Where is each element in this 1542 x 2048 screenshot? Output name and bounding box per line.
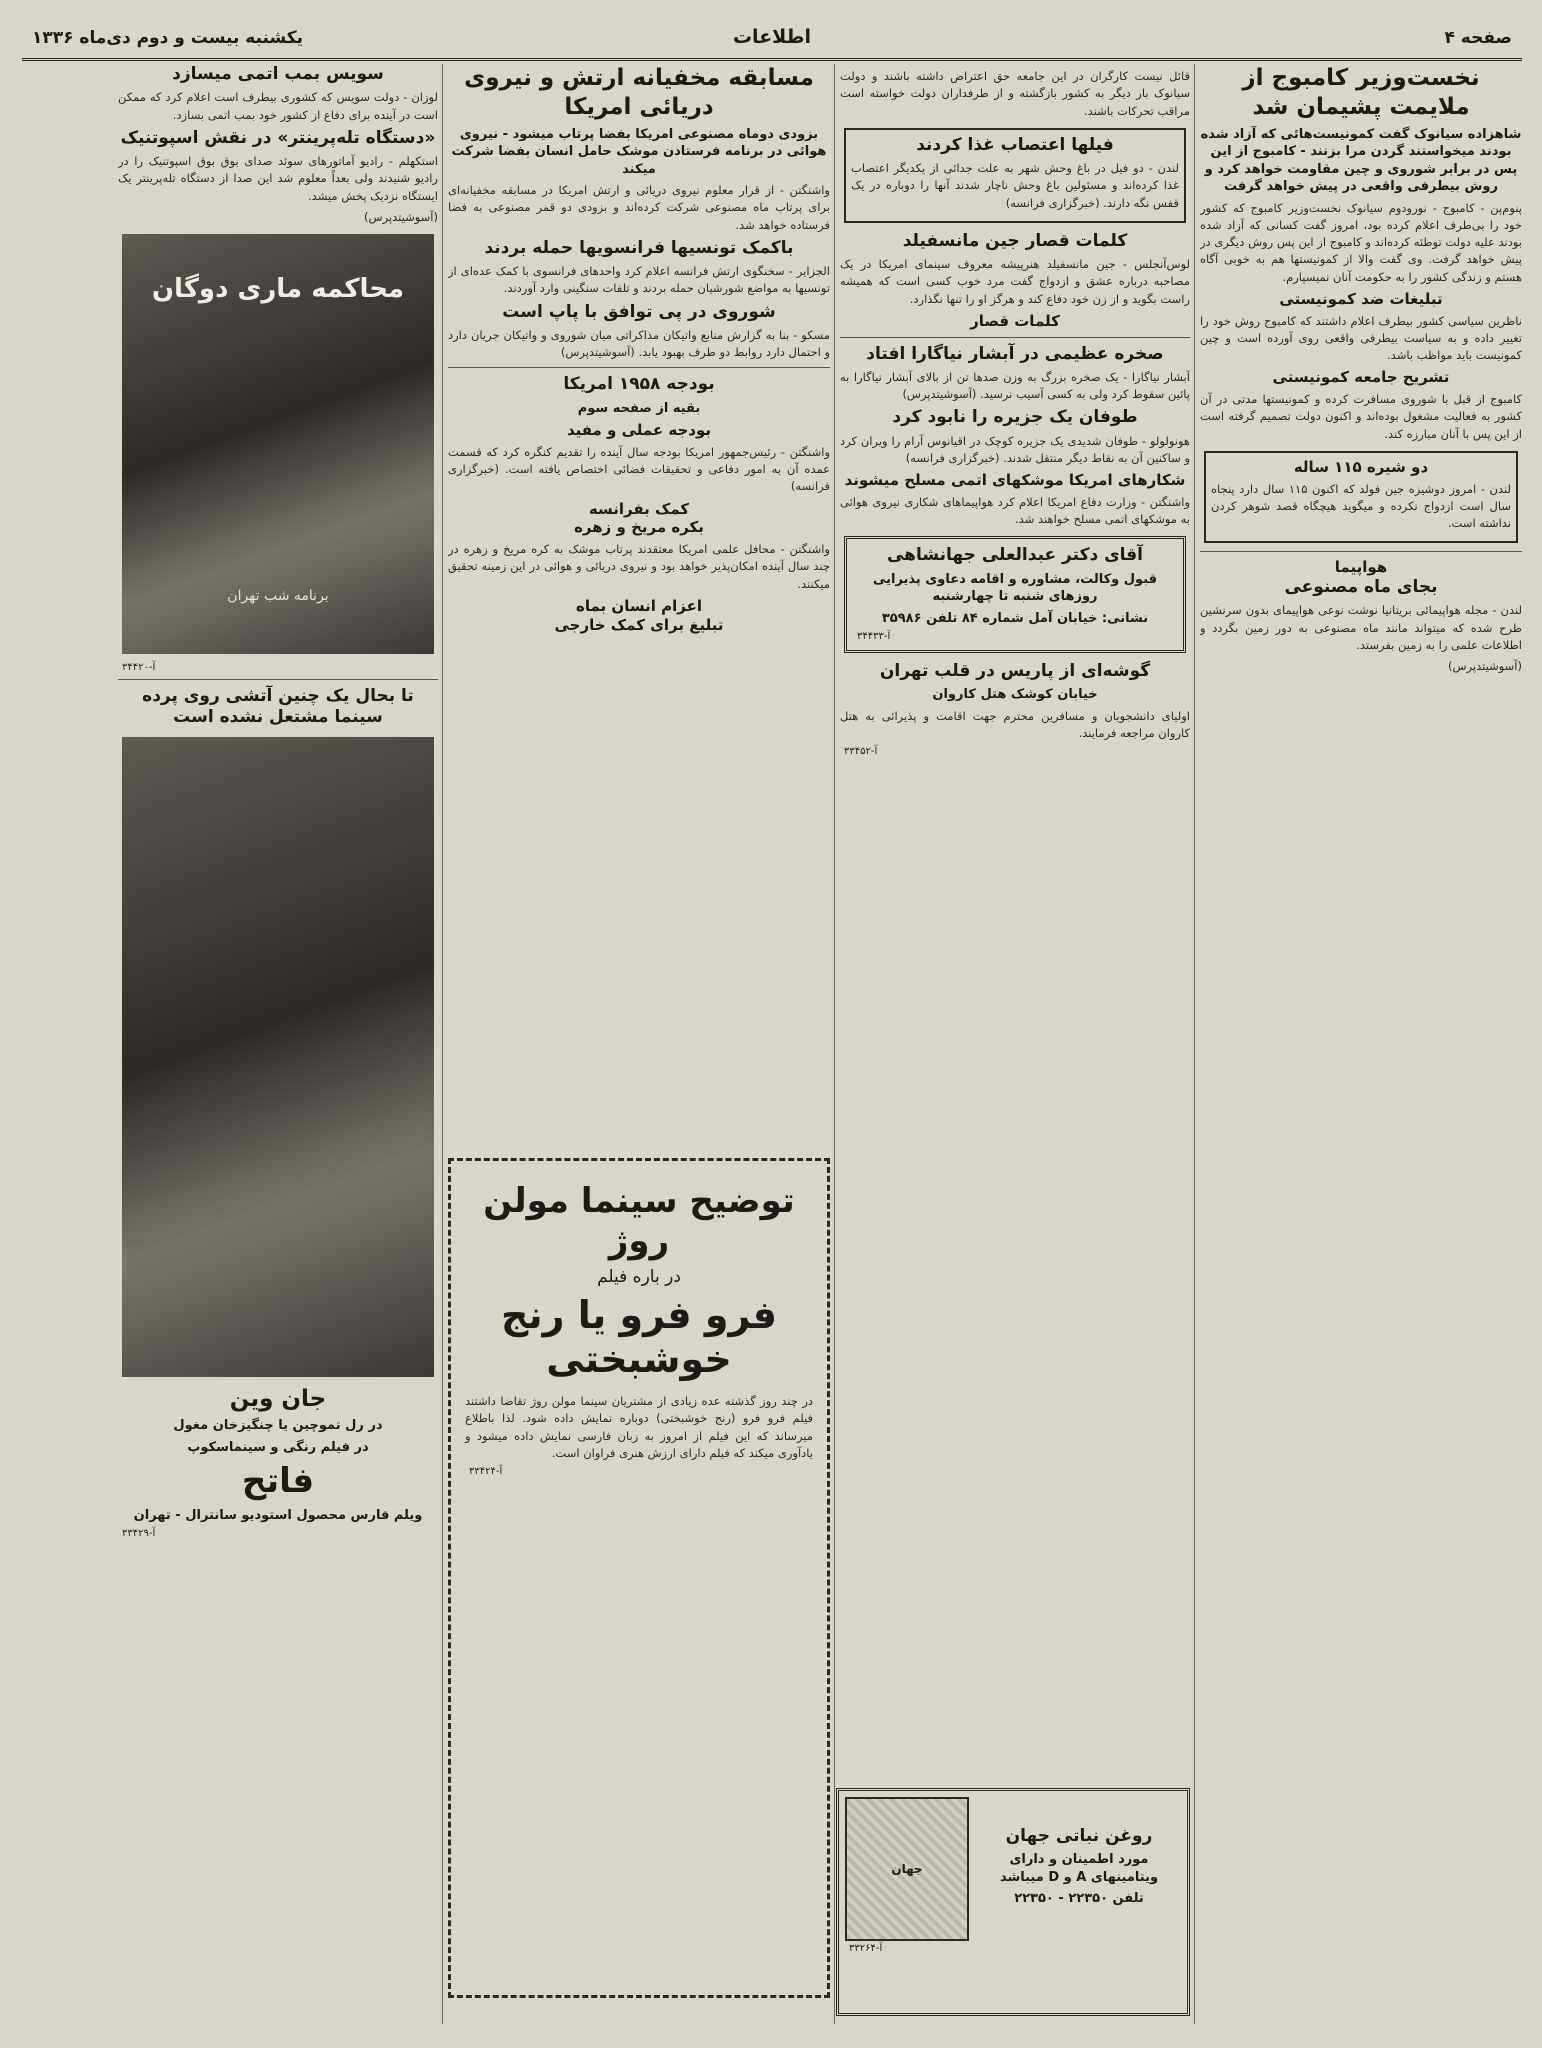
headline-teleprinter: «دستگاه تله‌پرینتر» در نقش اسپوتنیک — [120, 127, 436, 148]
ad-moulin-rouge-about: در باره فیلم — [597, 1267, 681, 1287]
column-rule — [1194, 64, 1195, 2024]
ad-code: آ-۳۴۴۳۳ — [857, 631, 891, 643]
article-anti-communist: ناظرین سیاسی کشور بیطرف اعلام داشتند که کامبوج روش خود را تغییر داده و به سیاست بیطرفی واقعی روی آورده است و چین کمونیست باید مواظب باشد. — [1200, 313, 1522, 363]
heading-useful-budget: بودجه عملی و مفید — [566, 421, 712, 440]
column-second — [840, 64, 1190, 1714]
page-number: صفحه ۴ — [1444, 28, 1512, 48]
column-rule — [442, 64, 443, 2024]
heading-mars-venus: بکره مریخ و زهره — [574, 518, 704, 537]
newspaper-page — [22, 18, 1522, 2030]
article-old-woman: لندن - امروز دوشیزه جین فولد که اکنون ۱۱۵ سال دارد پنجاه سال است ازدواج نکرده و میگوید هیچگاه قصد شوهر کردن نداشته است. — [1211, 481, 1512, 531]
oil-tin-label: جهان — [891, 1862, 923, 1876]
heading-mansfield: کلمات قصار جین مانسفیلد — [902, 230, 1128, 251]
article-cambodia: پنوم‌پن - کامبوج - نورودوم سیانوک نخست‌وزیر کامبوج که کشور خود را بی‌طرف اعلام کرده بود، امروز گفت کسانی که آزاد شده بودند علیه دولت توطئه کرده‌اند و کامبوج از این پس روش دیگری در پیش خواهد گرفت. وی گفت والا از کمونیستها هم به خوبی آگاه هستم و زندگی کشور را به حکومت آنان نمیسپارم. — [1200, 200, 1522, 284]
column-left — [118, 64, 438, 2024]
issue-date: یکشنبه بیست و دوم دی‌ماه ۱۳۳۶ — [32, 28, 304, 48]
article-budget: واشنگتن - رئیس‌جمهور امریکا بودجه سال آینده را تقدیم کنگره کرد که قسمت عمده آن به امور دفاعی و تحقیقات فضائی اختصاص یافته است. (خبرگزاری فرانسه) — [448, 444, 830, 494]
article-storm: هونولولو - طوفان شدیدی یک جزیره کوچک در اقیانوس آرام را ویران کرد و ساکنین آن به نقاط دیگر منتقل شدند. (خبرگزاری فرانسه) — [840, 433, 1190, 465]
article-tunisia: الجزایر - سخنگوی ارتش فرانسه اعلام کرد واحدهای فرانسوی با کمک عده‌ای از تونسیها به مواضع شورشیان حمله بردند و تلفات سنگینی وارد آوردند. — [448, 264, 830, 296]
article-cambodia-cont: قائل نیست کارگران در این جامعه حق اعتراض داشته باشند و دولت سیانوک بار دیگر به کشور بازگشته و از طرفداران دولت خواسته است مراقب تحرکات باشند. — [840, 69, 1190, 118]
ad-jahan-oil — [836, 1788, 1190, 2016]
film-title-conqueror: فاتح — [241, 1461, 315, 1502]
subheading-quotes: کلمات قصار — [970, 311, 1060, 330]
article-communist-society: کامبوج از قبل با شوروی مسافرت کرده و کمونیستها مدتی در آن کشور به فعالیت مشغول بوده‌اند و اکنون دولت تصمیم گرفته است از این پس با آنان مبارزه کند. — [1200, 392, 1522, 441]
subhead-us-race: بزودی دوماه مصنوعی امریکا بفضا پرتاب میشود - نیروی هوائی در برنامه فرستادن موشک حامل انسان بفضا شرکت میکند — [451, 126, 827, 177]
headline-cambodia: نخست‌وزیر کامبوج از ملایمت پشیمان شد — [1242, 65, 1480, 120]
article-teleprinter: استکهلم - رادیو آماتورهای سوئد صدای بوق بوق اسپوتنیک را در رادیو شنیدند ولی بعداً معلوم شد این صدا از دستگاه تله‌پرینتر یک ایستگاه نزدیک پخش میشد. — [118, 154, 438, 203]
article-instead-of-moon: لندن - مجله هواپیمائی بریتانیا نوشت نوعی هواپیمای بدون سرنشین طرح شده که میتواند مانند ماه مصنوعی به دور زمین بگردد و اطلاعات علمی را به زمین بفرستد. — [1200, 603, 1522, 652]
headline-swiss-bomb: سویس بمب اتمی میسازد — [172, 64, 384, 84]
heading-aid-france: کمک بفرانسه — [588, 499, 690, 518]
ad-hotel-body: اولیای دانشجویان و مسافرین محترم جهت اقامت و پذیرائی به هتل کاروان مراجعه فرمایند. — [840, 708, 1190, 741]
actor-name: جان وین — [229, 1385, 327, 1412]
ad-film-title: محاکمه ماری دوگان — [151, 274, 405, 304]
article-mansfield: لوس‌آنجلس - جین مانسفیلد هنرپیشه معروف سینمای امریکا در یک مصاحبه درباره عشق و ازدواج گفت مرد خوب کسی است که همیشه راست بگوید و از زن خود دفاع کند و هرگز او را تنها نگذارد. — [840, 257, 1190, 306]
ad-moulin-rouge — [448, 1158, 830, 1998]
film-distributor: ویلم فارس محصول استودیو سانترال - تهران — [133, 1507, 423, 1523]
heading-man-to-moon: اعزام انسان بماه — [576, 596, 702, 615]
heading-atomic-fighters: شکارهای امریکا موشکهای اتمی مسلح میشوند — [844, 471, 1186, 489]
column-third — [448, 64, 830, 1144]
ad-hotel-line: خیابان کوشک هتل کاروان — [932, 687, 1098, 703]
column-rule — [834, 64, 835, 2024]
masthead — [22, 18, 1522, 61]
source-credit: (آسوشیتدپرس) — [364, 209, 438, 224]
ad-moulin-rouge-title: توضیح سینما مولن روژ — [483, 1181, 795, 1261]
ad-jahan-brand: روغن نباتی جهان — [1005, 1826, 1153, 1847]
headline-us-race: مسابقه مخفیانه ارتش و نیروی دریائی امریکا — [464, 65, 814, 120]
box-old-woman — [1204, 451, 1518, 544]
article-us-race: واشنگتن - از قرار معلوم نیروی دریائی و ارتش امریکا در مسابقه مخفیانه‌ای برای پرتاب ماه مصنوعی شرکت کرده‌اند و بزودی دو قمر مصنوعی به فضا فرستاده خواهد شد. — [448, 183, 830, 232]
article-elephants: لندن - دو فیل در باغ وحش شهر به علت جدائی از یکدیگر اعتصاب غذا کرده‌اند و مسئولین باغ وحش ناچار شدند آنها را دوباره در یک قفس نگه دارند. (خبرگزاری فرانسه) — [851, 161, 1179, 210]
ad-code: آ-۳۳۴۵۲ — [844, 746, 878, 758]
heading-soviet-pope: شوروی در پی توافق با پاپ است — [502, 301, 776, 322]
heading-elephants: فیلها اعتصاب غذا کردند — [916, 134, 1114, 155]
actor-role: در رل تموچین یا چنگیزخان مغول — [173, 1418, 383, 1434]
article-niagara: آبشار نیاگارا - یک صخره بزرگ به وزن صدها تن از بالای آبشار نیاگارا به پائین سقوط کرد ولی به کسی آسیب نرسید. (آسوشیتدپرس) — [840, 369, 1190, 401]
heading-communist-society: تشریح جامعه کمونیستی — [1272, 368, 1450, 387]
headline-fire-cinema: تا بحال یک چنین آتشی روی پرده سینما مشتعل نشده است — [142, 686, 414, 728]
heading-old-woman: دو شیره ۱۱۵ ساله — [1293, 457, 1429, 476]
box-elephants — [844, 128, 1186, 223]
film-format: در فیلم رنگی و سینماسکوپ — [187, 1439, 369, 1455]
ad-jahan-phone: تلفن ۲۲۳۵۰ - ۲۲۳۵۰ — [1014, 1891, 1144, 1907]
heading-tunisia: باکمک تونسیها فرانسویها حمله بردند — [484, 237, 794, 258]
oil-tin-illustration — [845, 1797, 969, 1941]
film-still-conqueror — [122, 737, 434, 1377]
ad-code: آ-۳۳۴۲۹ — [122, 1528, 156, 1540]
ad-code: آ-۳۳۲۶۴ — [849, 1943, 883, 1954]
ad-film-program: برنامه شب تهران — [227, 588, 329, 604]
paper-name: اطلاعات — [732, 26, 812, 48]
heading-storm: طوفان یک جزیره را نابود کرد — [892, 407, 1138, 428]
ad-film-name: فرو فرو یا رنج خوشبختی — [500, 1293, 778, 1381]
article-swiss-bomb: لوزان - دولت سویس که کشوری بیطرف است اعلام کرد که ممکن است در آینده برای دفاع از کشور خود بمب اتمی بسازد. — [118, 90, 438, 122]
article-mars-venus: واشنگتن - محافل علمی امریکا معتقدند پرتاب موشک به کره مریخ و زهره در چند سال آینده امکان‌پذیر خواهد بود و نیروی دریائی و هوائی در این زمینه تحقیق میکنند. — [448, 542, 830, 591]
ad-jahan-content — [845, 1797, 1181, 1941]
budget-continued: بقیه از صفحه سوم — [577, 400, 701, 416]
column-right — [1200, 64, 1522, 2024]
ad-code: آ-۳۴۴۲۰ — [122, 662, 156, 673]
ad-hotel-title: گوشه‌ای از پاریس در قلب تهران — [879, 661, 1151, 682]
ad-jahan-body: مورد اطمینان و دارای ویتامینهای A و D میباشد — [999, 1852, 1159, 1885]
heading-niagara: صخره عظیمی در آبشار نیاگارا افتاد — [866, 343, 1164, 364]
article-atomic-fighters: واشنگتن - وزارت دفاع امریکا اعلام کرد هواپیماهای شکاری نیروی هوائی به موشکهای اتمی مسلح خواهند شد. — [840, 494, 1190, 526]
ad-photo-mary-dugan — [122, 234, 434, 654]
ad-lawyer — [844, 536, 1186, 653]
subhead-cambodia: شاهزاده سیانوک گفت کمونیست‌هائی که آزاد شده بودند میخواستند گردن مرا بزنند - کامبوج از این پس در برابر شوروی و چین مقاومت خواهد کرد و روش بیطرفی واقعی در پیش خواهد گرفت — [1200, 126, 1522, 195]
ad-jahan-text — [977, 1826, 1181, 1912]
section-label-aviation: هواپیما — [1334, 558, 1388, 577]
ad-lawyer-services: قبول وکالت، مشاوره و اقامه دعاوی پذیرایی روزهای شنبه تا چهارشنبه — [872, 571, 1158, 605]
source-credit: (آسوشیتدپرس) — [1448, 659, 1522, 674]
ad-lawyer-name: آقای دکتر عبدالعلی جهانشاهی — [886, 545, 1144, 566]
ad-lawyer-address: نشانی: خیابان آمل شماره ۸۴ تلفن ۳۵۹۸۶ — [881, 610, 1149, 626]
ad-moulin-rouge-body: در چند روز گذشته عده زیادی از مشتریان سینما مولن روژ تقاضا داشتند فیلم فرو فرو (رنج خوشبختی) دوباره نمایش داده شود. لذا باطلاع میرساند که این فیلم از امروز به زبان فارسی نمایش داده میشود و یادآوری میکند که فیلم دارای ارزش هنری فراوان است. — [465, 1394, 813, 1460]
article-soviet-pope: مسکو - بنا به گزارش منابع واتیکان مذاکراتی میان شوروی و واتیکان جریان دارد و احتمال دارد روابط دو طرف بهبود یابد. (آسوشیتدپرس) — [448, 327, 830, 360]
heading-budget: بودجه ۱۹۵۸ امریکا — [563, 374, 715, 395]
ad-code: آ-۳۳۴۲۴ — [469, 1466, 503, 1477]
heading-anti-communist: تبلیغات ضد کمونیستی — [1279, 289, 1443, 308]
heading-foreign-aid: تبلیغ برای کمک خارجی — [554, 615, 724, 634]
heading-instead-of-moon: بجای ماه مصنوعی — [1284, 577, 1438, 598]
